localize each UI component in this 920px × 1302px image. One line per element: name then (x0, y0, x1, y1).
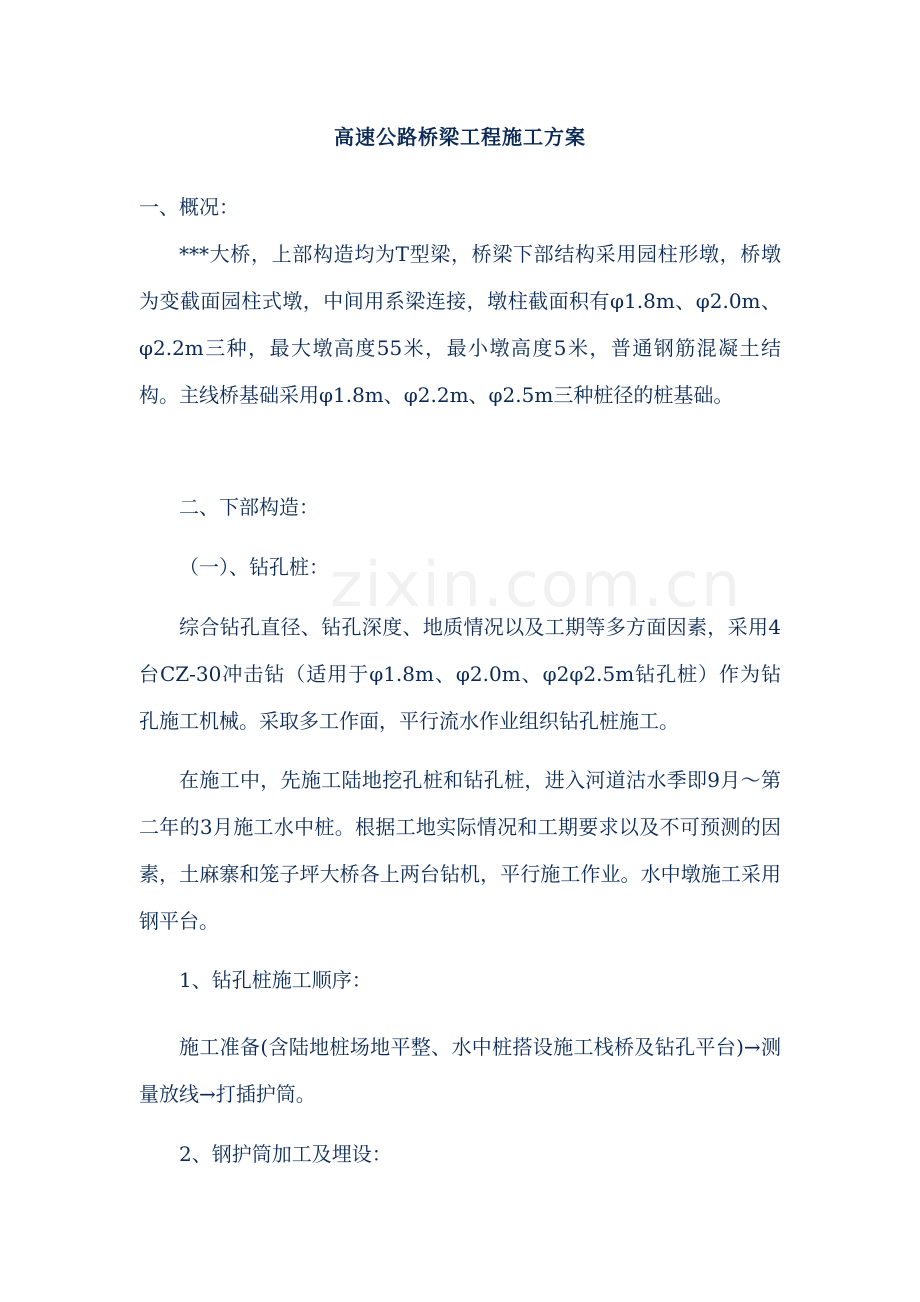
paragraph-drilling-equipment: 综合钻孔直径、钻孔深度、地质情况以及工期等多方面因素，采用4台CZ-30冲击钻（适用于φ1.8m、φ2.0m、φ2φ2.5m钻孔桩）作为钻孔施工机械。采取多工作面，平行流水作业组织钻孔桩施工。 (139, 615, 781, 733)
paragraph-overview: ***大桥，上部构造均为T型梁，桥梁下部结构采用园柱形墩，桥墩为变截面园柱式墩，中间用系梁连接，墩柱截面积有φ1.8m、φ2.0m、φ2.2m三种，最大墩高度55米，最小墩高度5米，普通钢筋混凝土结构。主线桥基础采用φ1.8m、φ2.2m、φ2.5m三种桩径的桩基础。 (139, 242, 781, 407)
section-heading-overview: 一、概况： (139, 195, 239, 219)
section-heading-substructure: 二、下部构造： (179, 495, 319, 519)
paragraph-construction-schedule: 在施工中，先施工陆地挖孔桩和钻孔桩，进入河道沽水季即9月～第二年的3月施工水中桩。根据工地实际情况和工期要求以及不可预测的因素，土麻寨和笼子坪大桥各上两台钻机，平行施工作业。水中墩施工采用钢平台。 (139, 768, 781, 933)
paragraph-pile-sequence: 施工准备(含陆地桩场地平整、水中桩搭设施工栈桥及钻孔平台)→测量放线→打插护筒。 (139, 1035, 781, 1106)
document-title: 高速公路桥梁工程施工方案 (334, 125, 586, 149)
item-heading-pile-sequence: 1、钻孔桩施工顺序： (179, 968, 372, 992)
watermark: zixin.com.cn (330, 548, 743, 621)
subsection-heading-bored-piles: （一）、钻孔桩： (179, 555, 329, 579)
item-heading-steel-casing: 2、钢护筒加工及埋设： (179, 1142, 392, 1166)
